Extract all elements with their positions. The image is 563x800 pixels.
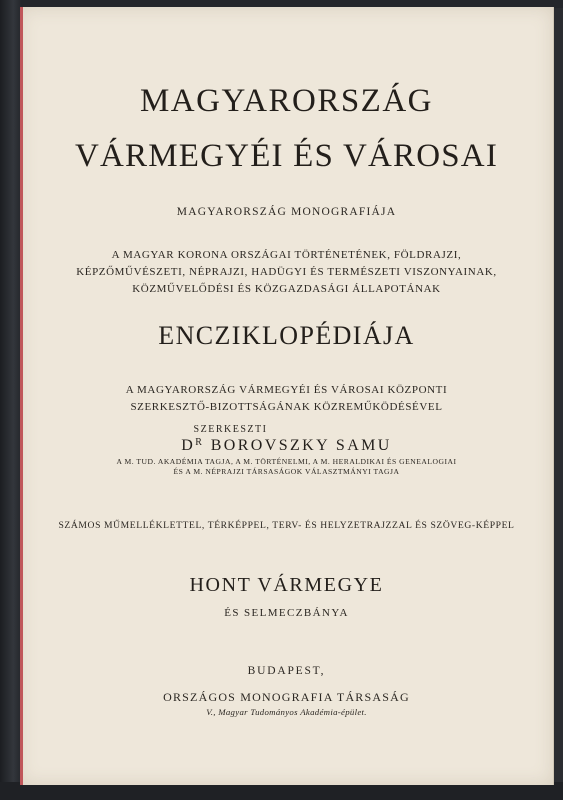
publisher-address: V., Magyar Tudományos Akadémia-épület. [206,707,367,717]
main-title-line-1: MAGYARORSZÁG [139,83,434,119]
illustrations-note: SZÁMOS MŰMELLÉKLETTEL, TÉRKÉPPEL, TERV- ÉS HELYZETRAJZZAL ÉS SZÖVEG-KÉPPEL [58,520,515,531]
editor-name [20,437,553,455]
book-spine [0,0,22,800]
subtitle: MAGYARORSZÁG MONOGRAFIÁJA [176,206,397,218]
editor-affiliation: A M. TUD. AKADÉMIA TAGJA, A M. TÖRTÉNELMI, A M. HERALDIKAI ÉS GENEALOGIAI ÉS A M. NÉPRAJZI TÁRSASÁGOK VÁLASZTMÁNYI TAGJA [116,457,457,476]
title-page-text [20,7,553,785]
encyclopedia-heading: ENCZIKLOPÉDIÁJA [158,321,415,350]
main-title-line-2: VÁRMEGYÉI ÉS VÁROSAI [74,138,499,174]
county-subtitle: ÉS SELMECZBÁNYA [224,607,349,619]
description-paragraph: A MAGYAR KORONA ORSZÁGAI TÖRTÉNETÉNEK, FÖLDRAJZI, KÉPZŐMŰVÉSZETI, NÉPRAJZI, HADÜGYI ÉS TERMÉSZETI VISZONYAINAK, KÖZMŰVELŐDÉSI ÉS KÖZGAZDASÁGI ÁLLAPOTÁNAK [76,249,497,295]
publisher-name: ORSZÁGOS MONOGRAFIA TÁRSASÁG [163,690,410,704]
publication-city: BUDAPEST, [247,665,326,677]
editor-label: SZERKESZTI [193,424,268,435]
editor-prefix: D [181,437,196,454]
editor-surname: BOROVSZKY SAMU [204,437,392,454]
editor-prefix-superscript: R [195,437,205,448]
county-title: HONT VÁRMEGYE [189,574,384,596]
committee-note: A MAGYARORSZÁG VÁRMEGYÉI ÉS VÁROSAI KÖZPONTI SZERKESZTŐ-BIZOTTSÁGÁNAK KÖZREMŰKÖDÉSÉVEL [125,384,448,413]
